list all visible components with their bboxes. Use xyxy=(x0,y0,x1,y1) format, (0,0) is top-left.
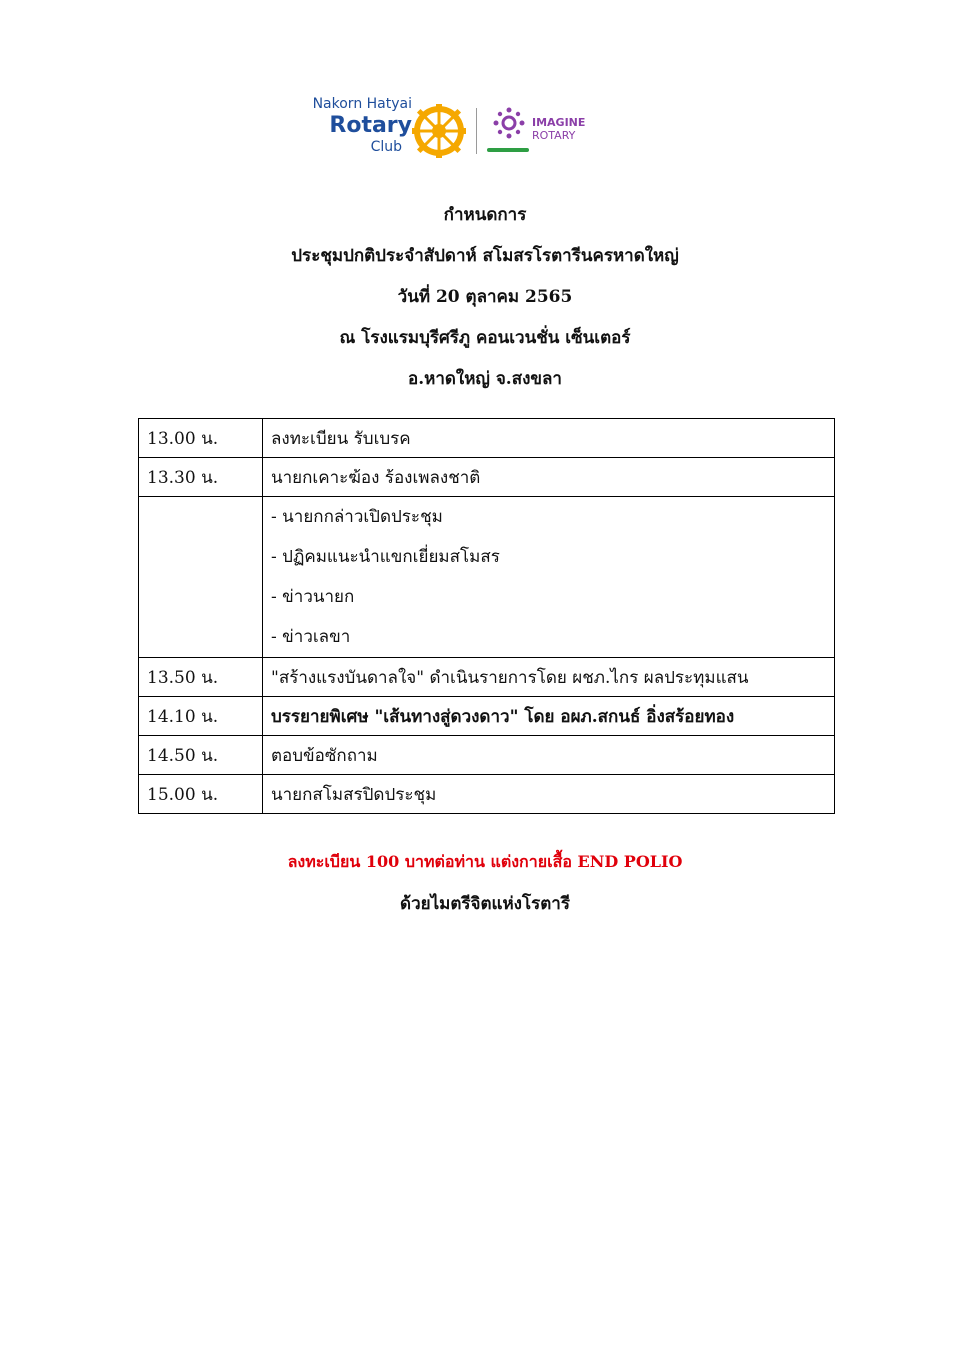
club-name-line2: Rotary xyxy=(329,113,412,138)
agenda-table xyxy=(138,418,835,814)
table-row xyxy=(139,736,835,775)
imagine-line2: ROTARY xyxy=(532,129,576,142)
list-item: - นายกกล่าวเปิดประชุม xyxy=(271,507,443,527)
agenda-time xyxy=(139,497,263,658)
imagine-green-bar xyxy=(487,148,529,152)
club-name xyxy=(300,96,412,155)
club-name-line1: Nakorn Hatyai xyxy=(312,96,412,112)
imagine-line1: IMAGINE xyxy=(532,116,586,129)
document-title xyxy=(0,200,970,405)
agenda-time: 15.00 น. xyxy=(139,775,263,814)
agenda-time: 14.50 น. xyxy=(139,736,263,775)
club-name-line3: Club xyxy=(370,139,402,155)
agenda-sub-items xyxy=(263,497,835,658)
agenda-time: 13.50 น. xyxy=(139,658,263,697)
title-line2: ประชุมปกติประจำสัปดาห์ สโมสรโรตารีนครหาดใหญ่ xyxy=(291,246,679,266)
title-line4: ณ โรงแรมบุรีศรีภู คอนเวนชั่น เซ็นเตอร์ xyxy=(339,328,631,348)
list-item: - ข่าวนายก xyxy=(271,587,355,607)
table-row xyxy=(139,458,835,497)
table-row xyxy=(139,697,835,736)
table-row xyxy=(139,497,835,658)
list-item: - ข่าวเลขา xyxy=(271,627,351,647)
table-row xyxy=(139,775,835,814)
imagine-rotary-icon xyxy=(490,106,528,140)
agenda-activity: นายกสโมสรปิดประชุม xyxy=(263,775,835,814)
agenda-activity: บรรยายพิเศษ "เส้นทางสู่ดวงดาว" โดย อผภ.สกนธ์ อิ่งสร้อยทอง xyxy=(263,697,835,736)
agenda-time: 13.30 น. xyxy=(139,458,263,497)
club-logo xyxy=(300,96,600,162)
registration-note: ลงทะเบียน 100 บาทต่อท่าน แต่งกายเสื้อ END POLIO xyxy=(287,852,683,871)
agenda-time: 13.00 น. xyxy=(139,419,263,458)
imagine-rotary-text xyxy=(532,116,585,142)
table-row xyxy=(139,419,835,458)
agenda-activity: ตอบข้อซักถาม xyxy=(263,736,835,775)
agenda-time: 14.10 น. xyxy=(139,697,263,736)
agenda-activity: นายกเคาะฆ้อง ร้องเพลงชาติ xyxy=(263,458,835,497)
rotary-wheel-icon xyxy=(412,104,466,158)
agenda-activity: "สร้างแรงบันดาลใจ" ดำเนินรายการโดย ผชภ.ไกร ผลประทุมแสน xyxy=(263,658,835,697)
title-line5: อ.หาดใหญ่ จ.สงขลา xyxy=(408,369,562,389)
logo-divider xyxy=(476,108,477,154)
agenda-activity: ลงทะเบียน รับเบรค xyxy=(263,419,835,458)
title-line3: วันที่ 20 ตุลาคม 2565 xyxy=(397,287,573,307)
closing-line: ด้วยไมตรีจิตแห่งโรตารี xyxy=(400,894,570,914)
table-row xyxy=(139,658,835,697)
title-line1: กำหนดการ xyxy=(443,205,527,225)
list-item: - ปฏิคมแนะนำแขกเยี่ยมสโมสร xyxy=(271,547,500,567)
